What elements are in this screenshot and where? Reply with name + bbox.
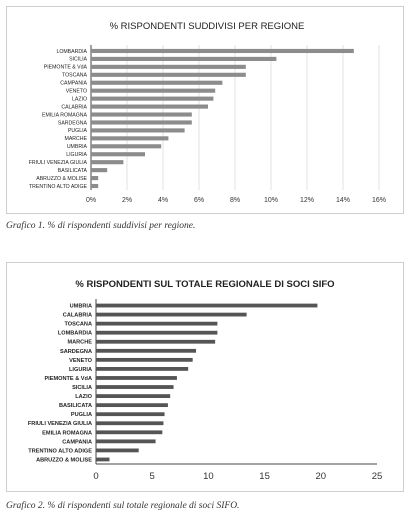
chart-2-category-label: ABRUZZO & MOLISE [36, 457, 92, 464]
chart-1-bar [91, 152, 145, 156]
chart-1-bar [91, 120, 192, 124]
chart-1-bar [91, 57, 276, 61]
chart-1-tick-label: 0% [85, 197, 97, 204]
chart-2-bar [96, 458, 109, 462]
chart-1-tick-label: 16% [371, 197, 387, 204]
chart-2-tick-label: 20 [315, 471, 327, 482]
chart-1-bar [91, 144, 161, 148]
chart-1-category-label: SICILIA [69, 56, 87, 63]
chart-1-category-label: CALABRIA [61, 104, 87, 111]
chart-1-tick-label: 2% [121, 197, 133, 204]
chart-2-bar [96, 421, 163, 425]
chart-2-bar [96, 394, 170, 398]
chart-1-category-label: FRIULI VENEZIA GIULIA [28, 160, 87, 167]
chart-2-bar [96, 313, 247, 317]
chart-1-bar [91, 73, 246, 77]
chart-2-bar [96, 412, 165, 416]
chart-1-bar [91, 136, 168, 140]
chart-2-category-label: TOSCANA [64, 321, 92, 328]
chart-2-category-label: SARDEGNA [59, 348, 92, 355]
chart-2-category-label: FRIULI VENEZIA GIULIA [27, 421, 92, 428]
chart-2-bar [96, 358, 193, 362]
chart-2-category-label: EMILIA ROMAGNA [42, 430, 92, 437]
chart-1-bar [91, 97, 213, 101]
chart-sifo-members-share [7, 263, 403, 491]
chart-2-bar [96, 304, 317, 308]
chart-2-tick-label: 0 [93, 471, 99, 482]
chart-2-bar [96, 340, 215, 344]
chart-1-tick-label: 14% [335, 197, 351, 204]
chart-1-bar [91, 160, 123, 164]
chart-1-category-label: LOMBARDIA [56, 48, 87, 55]
chart-1-category-label: LIGURIA [66, 152, 87, 159]
chart-1-category-label: BASILICATA [57, 167, 87, 174]
chart-2-category-label: CALABRIA [62, 312, 92, 319]
chart-1-bar [91, 128, 185, 132]
chart-2-category-label: VENETO [69, 357, 92, 364]
chart-2-bar [96, 439, 156, 443]
chart-1-category-label: PUGLIA [67, 128, 87, 135]
chart-1-tick-label: 10% [263, 197, 279, 204]
chart-1-category-label: EMILIA ROMAGNA [42, 112, 87, 119]
chart-1-category-label: TRENTINO ALTO ADIGE [28, 183, 87, 190]
chart-2-bar [96, 349, 196, 353]
chart-2-category-label: UMBRIA [69, 303, 92, 310]
chart-1-bar [91, 184, 98, 188]
chart-regional-distribution [7, 7, 403, 213]
chart-1-category-label: TOSCANA [62, 72, 87, 79]
chart-1-tick-label: 6% [193, 197, 205, 204]
chart-2-category-label: MARCHE [67, 339, 92, 346]
chart-2-bar [96, 430, 162, 434]
chart-2-category-label: PIEMONTE & VdA [44, 375, 92, 382]
chart-1-bar [91, 65, 246, 69]
chart-1-bar [91, 81, 222, 85]
chart-2-tick-label: 5 [149, 471, 155, 482]
chart-2-tick-label: 15 [259, 471, 270, 482]
chart-2-bar [96, 376, 177, 380]
chart-1-bar [91, 168, 107, 172]
caption-chart-2: Grafico 2. % di rispondenti sul totale regionale di soci SIFO. [6, 501, 240, 511]
chart-1-bar [91, 49, 354, 53]
chart-2-tick-label: 10 [203, 471, 214, 482]
chart-2-category-label: LOMBARDIA [57, 330, 92, 337]
chart-1-tick-label: 12% [299, 197, 315, 204]
chart-2-category-label: LIGURIA [69, 366, 92, 373]
chart-1-bar [91, 105, 208, 109]
chart-1-category-label: ABRUZZO & MOLISE [36, 175, 87, 182]
chart-1-category-label: MARCHE [64, 136, 87, 143]
chart-1-category-label: CAMPANIA [60, 80, 87, 87]
chart-2-category-label: SICILIA [72, 384, 92, 391]
chart-1-category-label: PIEMONTE & VdA [43, 64, 87, 71]
chart-2-frame [6, 262, 404, 492]
chart-2-bar [96, 367, 188, 371]
chart-2-bar [96, 403, 168, 407]
chart-2-title: % RISPONDENTI SUL TOTALE REGIONALE DI SOCI SIFO [75, 279, 335, 290]
chart-1-bar [91, 112, 192, 116]
chart-2-category-label: BASILICATA [58, 403, 92, 410]
chart-1-bar [91, 176, 98, 180]
chart-1-category-label: UMBRIA [66, 144, 87, 151]
chart-2-tick-label: 25 [371, 471, 383, 482]
chart-1-category-label: LAZIO [72, 96, 87, 103]
chart-2-bar [96, 385, 174, 389]
chart-1-frame [6, 6, 404, 214]
chart-2-category-label: TRENTINO ALTO ADIGE [28, 448, 92, 455]
chart-1-category-label: VENETO [65, 88, 87, 95]
chart-2-category-label: CAMPANIA [62, 439, 92, 446]
chart-2-category-label: LAZIO [75, 394, 92, 401]
chart-1-title: % RISPONDENTI SUDDIVISI PER REGIONE [109, 21, 305, 32]
chart-2-category-label: PUGLIA [70, 412, 92, 419]
chart-1-category-label: SARDEGNA [57, 120, 87, 127]
chart-2-bar [96, 331, 217, 335]
caption-chart-1: Grafico 1. % di rispondenti suddivisi per regione. [6, 221, 196, 231]
chart-1-bar [91, 89, 215, 93]
chart-1-tick-label: 4% [157, 197, 169, 204]
chart-2-bar [96, 449, 139, 453]
chart-1-tick-label: 8% [229, 197, 241, 204]
chart-2-bar [96, 322, 217, 326]
